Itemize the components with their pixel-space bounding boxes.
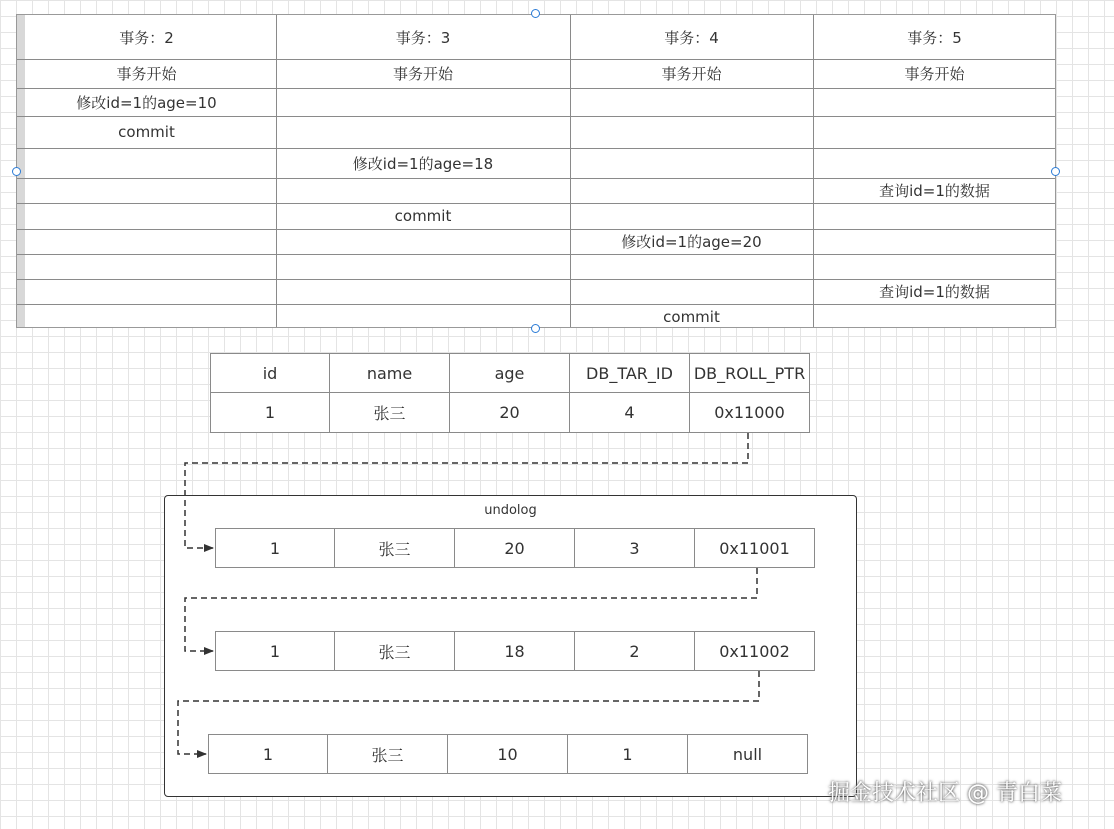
watermark: 掘金技术社区 @ 青白菜 [828,781,1062,806]
transaction-header-4[interactable]: 事务：5 [907,28,962,47]
undolog-title: undolog [484,503,537,518]
cell-name: 张三 [328,734,448,774]
transaction-cell[interactable]: commit [394,207,452,225]
transaction-header-3[interactable]: 事务：4 [664,28,719,47]
column-header-name: name [330,353,450,393]
cell-age: 20 [450,393,570,433]
transaction-cell[interactable]: 事务开始 [392,65,453,83]
transaction-cell[interactable]: 事务开始 [116,65,177,83]
transaction-cell[interactable]: 修改id=1的age=10 [76,93,217,112]
cell-id: 1 [210,393,330,433]
cell-age: 10 [448,734,568,774]
column-header-age: age [450,353,570,393]
column-header-trx-id: DB_TAR_ID [570,353,690,393]
transaction-header-1[interactable]: 事务：2 [119,28,174,47]
cell-id: 1 [215,528,335,568]
transaction-cell[interactable]: 修改id=1的age=20 [621,233,762,251]
cell-trx-id: 1 [568,734,688,774]
cell-age: 18 [455,631,575,671]
column-header-id: id [210,353,330,393]
cell-name: 张三 [330,393,450,433]
cell-id: 1 [215,631,335,671]
roll-ptr-link-3 [178,671,759,754]
cell-trx-id: 4 [570,393,690,433]
cell-age: 20 [455,528,575,568]
transaction-cell[interactable]: 修改id=1的age=18 [352,154,494,173]
transaction-cell[interactable]: commit [118,123,175,141]
cell-trx-id: 2 [575,631,695,671]
transaction-cell[interactable]: commit [663,307,720,326]
cell-name: 张三 [335,631,455,671]
transaction-cell[interactable]: 查询id=1的数据 [879,283,990,301]
transaction-cell[interactable]: 查询id=1的数据 [879,182,990,200]
roll-ptr-link-2 [185,568,757,651]
cell-roll-ptr: null [688,734,808,774]
roll-ptr-link-1 [185,433,748,548]
cell-roll-ptr: 0x11002 [695,631,815,671]
transaction-cell[interactable]: 事务开始 [661,65,722,83]
cell-roll-ptr: 0x11000 [690,393,810,433]
cell-trx-id: 3 [575,528,695,568]
cell-id: 1 [208,734,328,774]
cell-roll-ptr: 0x11001 [695,528,815,568]
transaction-cell[interactable]: 事务开始 [904,65,965,83]
cell-name: 张三 [335,528,455,568]
transaction-header-2[interactable]: 事务：3 [395,28,451,47]
column-header-roll-ptr: DB_ROLL_PTR [690,353,810,393]
